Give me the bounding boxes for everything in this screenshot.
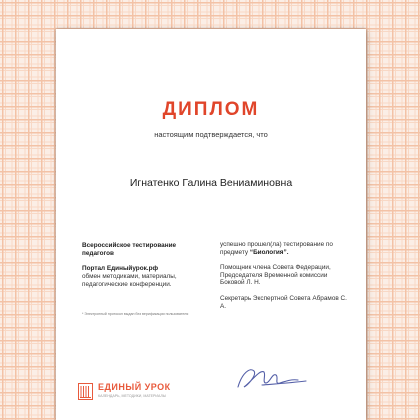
signature-graphic — [232, 363, 312, 393]
diploma-subtitle: настоящим подтверждается, что — [154, 130, 268, 139]
subject-name: “Биология”. — [249, 248, 289, 256]
logo-name: ЕДИНЫЙ УРОК — [98, 382, 171, 392]
left-column — [82, 242, 202, 288]
logo — [78, 381, 218, 405]
portal-name: Портал Единыйурок.рф — [82, 265, 159, 272]
assistant-signatory: Помощник члена Совета Федерации, Председателя Временной комиссии Боковой Л. Н. — [220, 264, 331, 287]
test-name: Всероссийское тестирование педагогов — [82, 242, 177, 257]
diploma-title: ДИПЛОМ — [162, 99, 260, 120]
recipient-name: Игнатенко Галина Вениаминовна — [129, 177, 293, 189]
passed-line: успешно прошел(ла) тестирование по предмету — [220, 241, 333, 256]
secretary-signatory: Секретарь Экспертной Совета Абрамов С. А. — [220, 294, 347, 310]
logo-tagline: КАЛЕНДАРЬ, МЕТОДИКИ, МАТЕРИАЛЫ — [98, 394, 167, 398]
diploma-sheet — [56, 29, 366, 420]
logo-book-icon — [78, 383, 93, 400]
result-paragraph — [220, 241, 350, 256]
verification-note: * Электронный протокол выдан без верификации пользователя — [82, 312, 189, 316]
portal-description: обмен методиками, материалы, педагогические конференции. — [82, 273, 177, 288]
right-column — [220, 241, 350, 318]
